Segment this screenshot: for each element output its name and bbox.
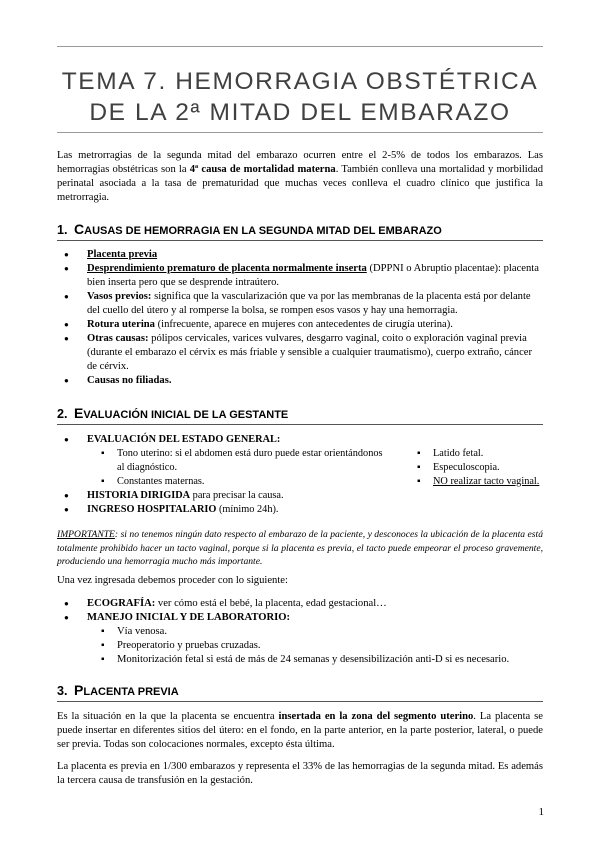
item-label: Otras causas: [87, 333, 149, 344]
list-item [57, 318, 543, 332]
item-label: Placenta previa [87, 249, 158, 260]
item-label: Rotura uterina [87, 319, 155, 330]
una-vez-text: Una vez ingresada debemos proceder con lo siguiente: [57, 575, 288, 586]
title-line-1: TEMA 7. HEMORRAGIA OBSTÉTRICA [61, 68, 539, 95]
sub-item: ▪ NO realizar tacto vaginal. [403, 475, 539, 489]
title-rule [57, 132, 543, 133]
sub-item: ▪ Latido fetal. [403, 447, 539, 461]
historia-label: HISTORIA DIRIGIDA [87, 490, 191, 501]
sub-item: ▪ Constantes maternas. [87, 475, 389, 489]
intro-paragraph [57, 149, 543, 205]
list-item-ingreso [57, 503, 543, 517]
intro-text-2: . También conlleva una mortalidad y morbilidad perinatal asociada a la tasa de prematuridad que muchas veces conlleva el cuadro clínico que justifica la metrorragia. [57, 164, 543, 203]
estado-columns [87, 447, 543, 489]
p1-text-c: . La placenta se puede insertar en diferentes sitios del útero: en el fondo, en la parte anterior, en la parte posterior, lateral, o puede ser previa. Todas son colocaciones normales, excepto ésta última. [57, 711, 543, 750]
section-2-cap: E [74, 405, 84, 421]
estado-left-list [87, 447, 389, 489]
manejo-sublist [87, 625, 543, 667]
section-1-heading [57, 221, 543, 241]
item-label: Causas no filiadas. [87, 375, 172, 386]
p2-text: La placenta es previa en 1/300 embarazos y representa el 33% de las hemorragias de la segunda mitad. Es además la tercera causa de transfusión en la gestación. [57, 761, 543, 786]
title-line-2: DE LA 2ª MITAD DEL EMBARAZO [89, 99, 511, 126]
list-item-historia [57, 489, 543, 503]
top-rule [57, 46, 543, 47]
sub-item: ▪ Monitorización fetal si está de más de 24 semanas y desensibilización anti-D si es necesario. [87, 653, 543, 667]
estado-right-list [389, 433, 539, 489]
sub-item: ▪ Especuloscopia. [403, 461, 539, 475]
list-item [57, 290, 543, 318]
importante-text: : si no tenemos ningún dato respecto al embarazo de la paciente, y desconoces la ubicación de la placenta está totalmente prohibido hacer un tacto vaginal, porque si la placenta es previa, el tacto puede empeorar el proceso gravemente, produciendo una hemorragia mucho más importante. [57, 529, 543, 567]
list-item-eco [57, 597, 543, 611]
estado-label: EVALUACIÓN DEL ESTADO GENERAL: [87, 434, 281, 445]
section-3-cap: P [74, 682, 84, 698]
section-2-title: VALUACIÓN INICIAL DE LA GESTANTE [83, 409, 289, 421]
list-item [57, 248, 543, 262]
section-3-paragraph-2 [57, 760, 543, 788]
sub-item: ▪ Preoperatorio y pruebas cruzadas. [87, 639, 543, 653]
importante-label: IMPORTANTE [57, 529, 115, 540]
section-3-title: LACENTA PREVIA [83, 686, 179, 698]
item-text: significa que la vascularización que va por las membranas de la placenta está por delante del cuello del útero y al romperse la bolsa, se rompen esos vasos y hay una hemorragia. [87, 291, 531, 316]
section-2-list-b [57, 597, 543, 667]
ingreso-text: (mínimo 24h). [216, 504, 279, 515]
item-text: pólipos cervicales, varices vulvares, desgarro vaginal, coito o exploración vaginal previa (durante el embarazo el cérvix es más friable y sensible a cualquier traumatismo), cuerpo extraño, cáncer de cérvix. [87, 333, 533, 372]
item-label: Desprendimiento prematuro de placenta normalmente inserta [87, 263, 367, 274]
sub-item: ▪ Tono uterino: si el abdomen está duro puede estar orientándonos al diagnóstico. [87, 447, 389, 475]
section-1-cap: C [74, 221, 85, 237]
page-title [40, 66, 560, 128]
ingreso-label: INGRESO HOSPITALARIO [87, 504, 217, 515]
manejo-label: MANEJO INICIAL Y DE LABORATORIO: [87, 612, 291, 623]
eco-label: ECOGRAFÍA: [87, 598, 156, 609]
una-vez-paragraph [57, 574, 543, 588]
intro-bold: 4ª causa de mortalidad materna [189, 164, 336, 175]
importante-note [57, 528, 543, 569]
intro-text-1: Las metrorragias de la segunda mitad del embarazo ocurren entre el 2-5% de todos los embarazos. Las hemorragias obstétricas son la [57, 150, 543, 175]
sub-item: ▪ Vía venosa. [87, 625, 543, 639]
section-1-title: AUSAS DE HEMORRAGIA EN LA SEGUNDA MITAD DEL EMBARAZO [84, 225, 442, 237]
p1-text-a: Es la situación en la que la placenta se encuentra [57, 711, 279, 722]
p1-bold: insertada en la zona del segmento uterino [278, 711, 474, 722]
eco-text: ver cómo está el bebé, la placenta, edad gestacional… [155, 598, 387, 609]
list-item-estado [57, 433, 543, 489]
historia-text: para precisar la causa. [190, 490, 284, 501]
page-number: 1 [538, 806, 544, 818]
list-item [57, 332, 543, 374]
list-item [57, 374, 543, 388]
list-item-manejo [57, 611, 543, 667]
section-1-number: 1. [57, 223, 68, 237]
list-item [57, 262, 543, 290]
section-3-paragraph-1 [57, 710, 543, 752]
item-label: Vasos previos: [87, 291, 152, 302]
item-text: (infrecuente, aparece en mujeres con antecedentes de cirugía uterina). [154, 319, 453, 330]
section-3-heading [57, 682, 543, 702]
section-2-number: 2. [57, 407, 68, 421]
section-2-heading [57, 405, 543, 425]
section-1-list [57, 248, 543, 388]
item-text: (DPPNI o Abruptio placentae): placenta bien inserta pero que se desprende intraútero. [87, 263, 539, 288]
section-3-number: 3. [57, 684, 68, 698]
section-2-list [57, 433, 543, 517]
